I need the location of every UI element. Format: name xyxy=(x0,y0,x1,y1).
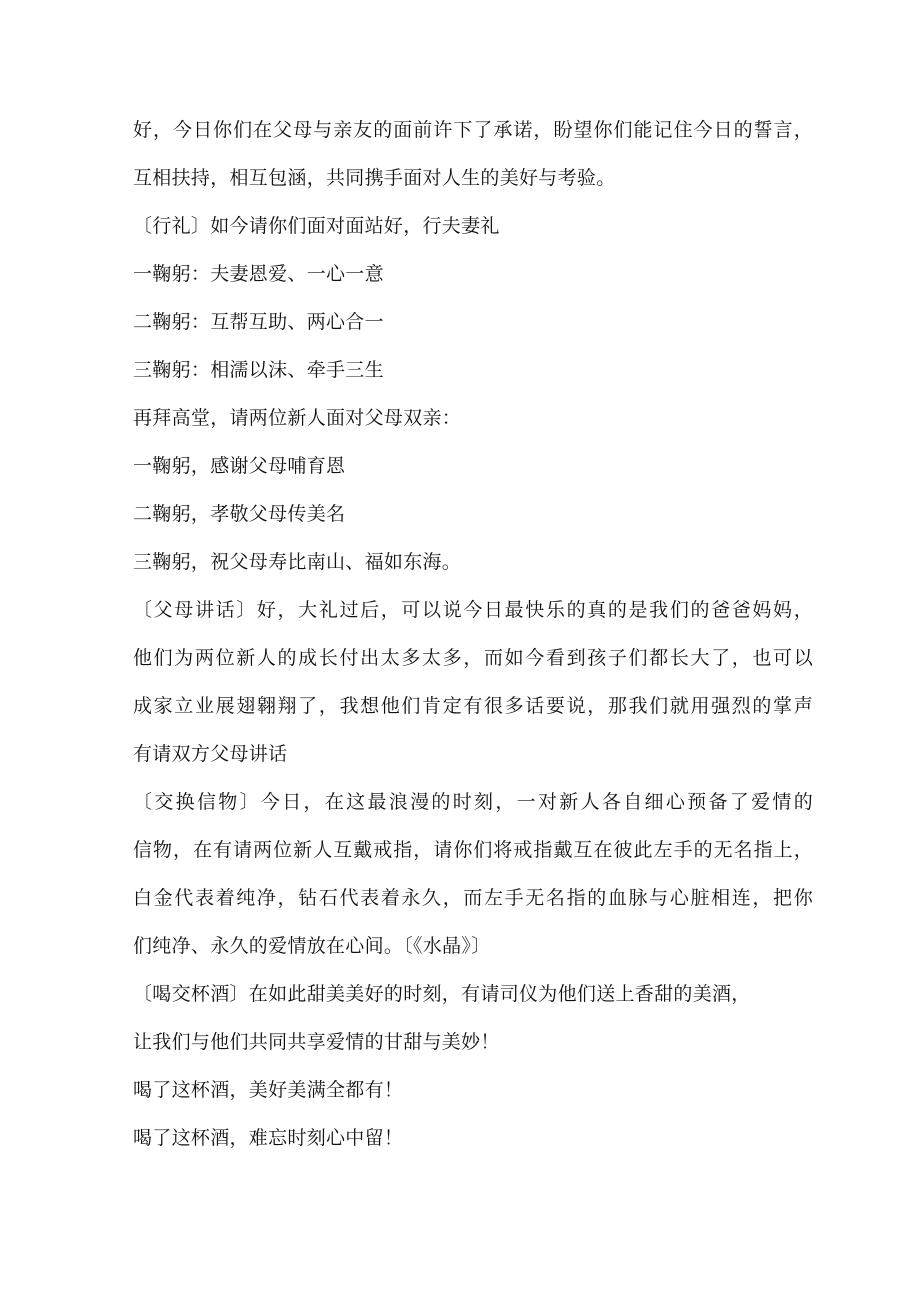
paragraph-line: 一鞠躬：夫妻恩爱、一心一意 xyxy=(133,263,384,285)
paragraph-line: 喝了这杯酒，美好美满全都有！ xyxy=(133,1079,404,1101)
paragraph-line: 们纯净、永久的爱情放在心间。〔《水晶》〕 xyxy=(133,935,491,957)
paragraph-line: 一鞠躬，感谢父母哺育恩 xyxy=(133,455,346,477)
paragraph-line: 他们为两位新人的成长付出太多太多，而如今看到孩子们都长大了，也可以 xyxy=(133,647,813,669)
paragraph-line: 再拜高堂，请两位新人面对父母双亲： xyxy=(133,407,462,429)
paragraph-line: 有请双方父母讲话 xyxy=(133,743,288,765)
paragraph-line: 喝了这杯酒，难忘时刻心中留！ xyxy=(133,1127,404,1149)
paragraph-line: 互相扶持，相互包涵，共同携手面对人生的美好与考验。 xyxy=(133,167,616,189)
paragraph-line: 二鞠躬，孝敬父母传美名 xyxy=(133,503,346,525)
paragraph-line: 〔交换信物〕今日，在这最浪漫的时刻，一对新人各自细心预备了爱情的 xyxy=(133,791,813,813)
paragraph-line: 二鞠躬：互帮互助、两心合一 xyxy=(133,311,384,333)
paragraph-line: 〔喝交杯酒〕在如此甜美美好的时刻，有请司仪为他们送上香甜的美酒， xyxy=(133,983,751,1005)
paragraph-line: 三鞠躬：相濡以沫、牵手三生 xyxy=(133,359,384,381)
paragraph-line: 〔行礼〕如今请你们面对面站好，行夫妻礼 xyxy=(133,215,500,237)
paragraph-line: 让我们与他们共同共享爱情的甘甜与美妙！ xyxy=(133,1031,500,1053)
paragraph-line: 成家立业展翅翱翔了，我想他们肯定有很多话要说，那我们就用强烈的掌声 xyxy=(133,695,813,717)
paragraph-line: 〔父母讲话〕好，大礼过后，可以说今日最快乐的真的是我们的爸爸妈妈， xyxy=(133,599,813,621)
paragraph-line: 白金代表着纯净，钻石代表着永久，而左手无名指的血脉与心脏相连，把你 xyxy=(133,887,813,909)
paragraph-line: 信物，在有请两位新人互戴戒指，请你们将戒指戴互在彼此左手的无名指上， xyxy=(133,839,813,861)
paragraph-line: 好，今日你们在父母与亲友的面前许下了承诺，盼望你们能记住今日的誓言， xyxy=(133,119,813,141)
paragraph-line: 三鞠躬，祝父母寿比南山、福如东海。 xyxy=(133,551,462,573)
